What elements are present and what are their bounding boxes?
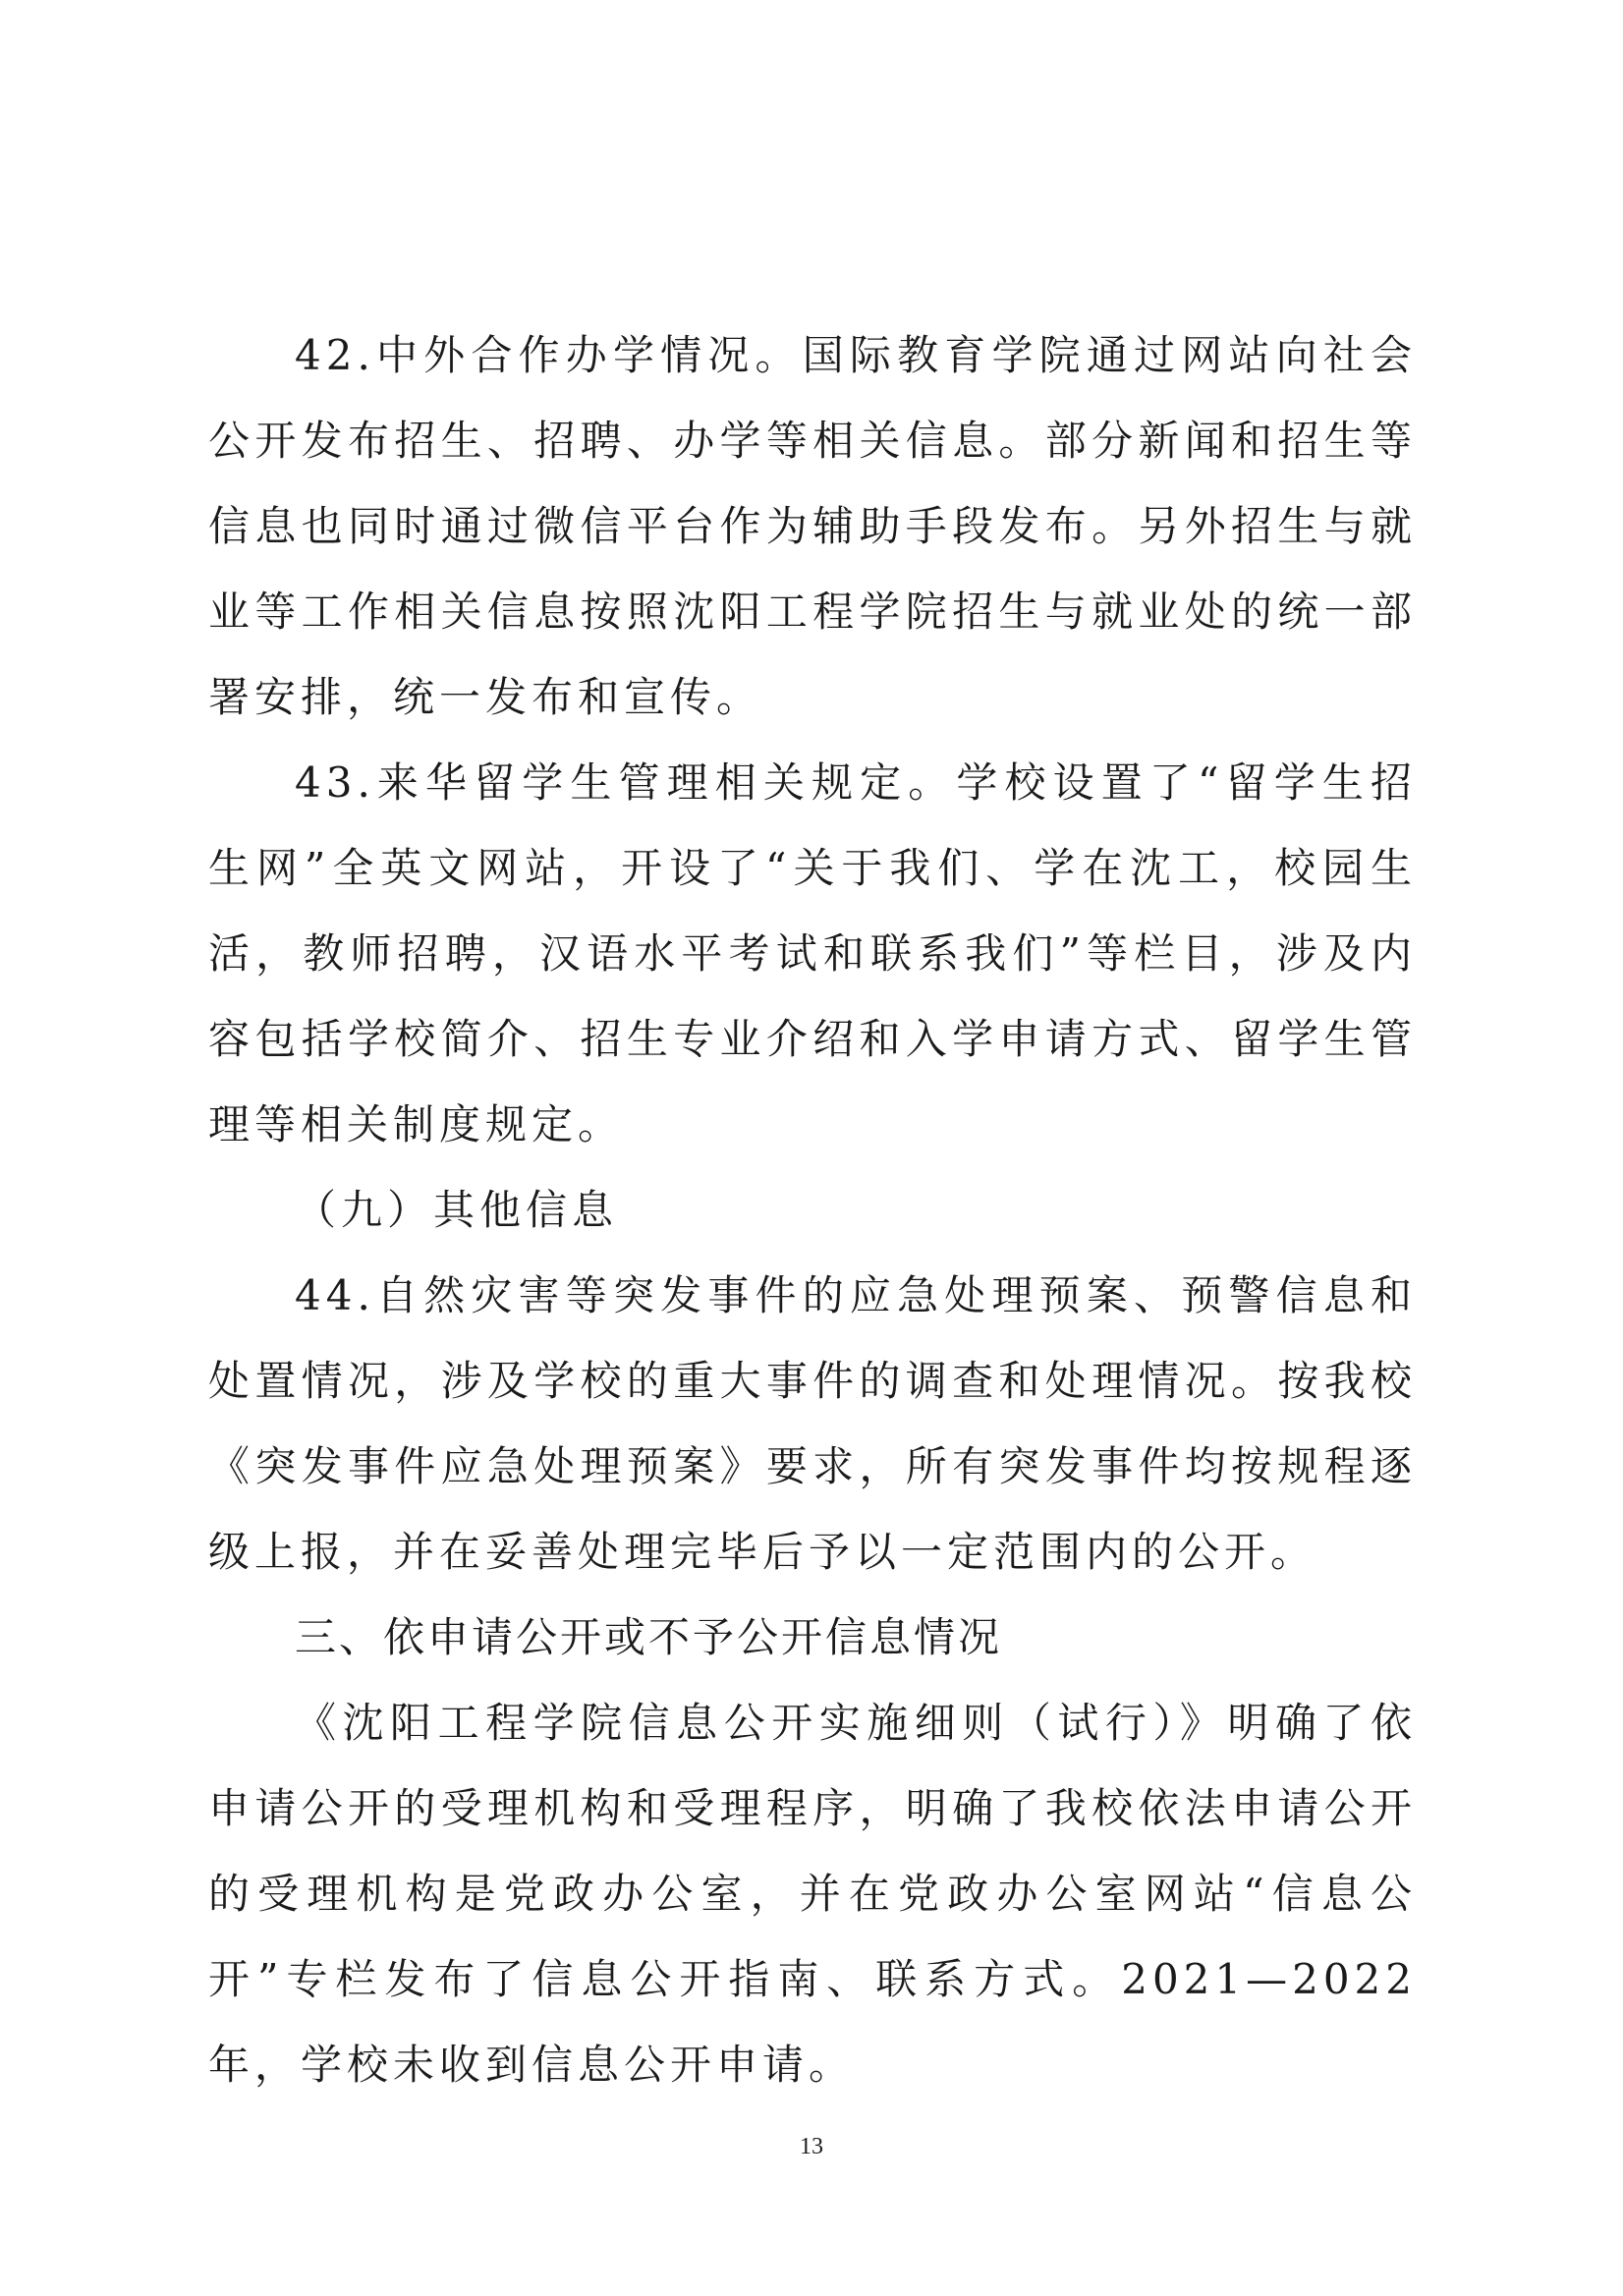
paragraph-42: 42.中外合作办学情况。国际教育学院通过网站向社会公开发布招生、招聘、办学等相关信息。部分新闻和招生等信息也同时通过微信平台作为辅助手段发布。另外招生与就业等工作相关信息按照沈阳工程学院招生与就业处的统一部署安排，统一发布和宣传。 xyxy=(208,331,1417,721)
page-number: 13 xyxy=(800,2134,823,2159)
subheading-other-info: （九）其他信息 xyxy=(295,1186,619,1234)
paragraph-43: 43.来华留学生管理相关规定。学校设置了“留学生招生网”全英文网站，开设了“关于我们、学在沈工，校园生活，教师招聘，汉语水平考试和联系我们”等栏目，涉及内容包括学校简介、招生专业介绍和入学申请方式、留学生管理等相关制度规定。 xyxy=(208,758,1417,1148)
paragraph-44: 44.自然灾害等突发事件的应急处理预案、预警信息和处置情况，涉及学校的重大事件的调查和处理情况。按我校《突发事件应急处理预案》要求，所有突发事件均按规程逐级上报，并在妥善处理完毕后予以一定范围内的公开。 xyxy=(208,1271,1417,1576)
section-heading-3: 三、依申请公开或不予公开信息情况 xyxy=(295,1613,1003,1661)
paragraph-rules: 《沈阳工程学院信息公开实施细则（试行）》明确了依申请公开的受理机构和受理程序，明确了我校依法申请公开的受理机构是党政办公室，并在党政办公室网站“信息公开”专栏发布了信息公开指南、联系方式。2021—2022年，学校未收到信息公开申请。 xyxy=(208,1699,1417,2089)
document-body xyxy=(208,312,1417,2107)
